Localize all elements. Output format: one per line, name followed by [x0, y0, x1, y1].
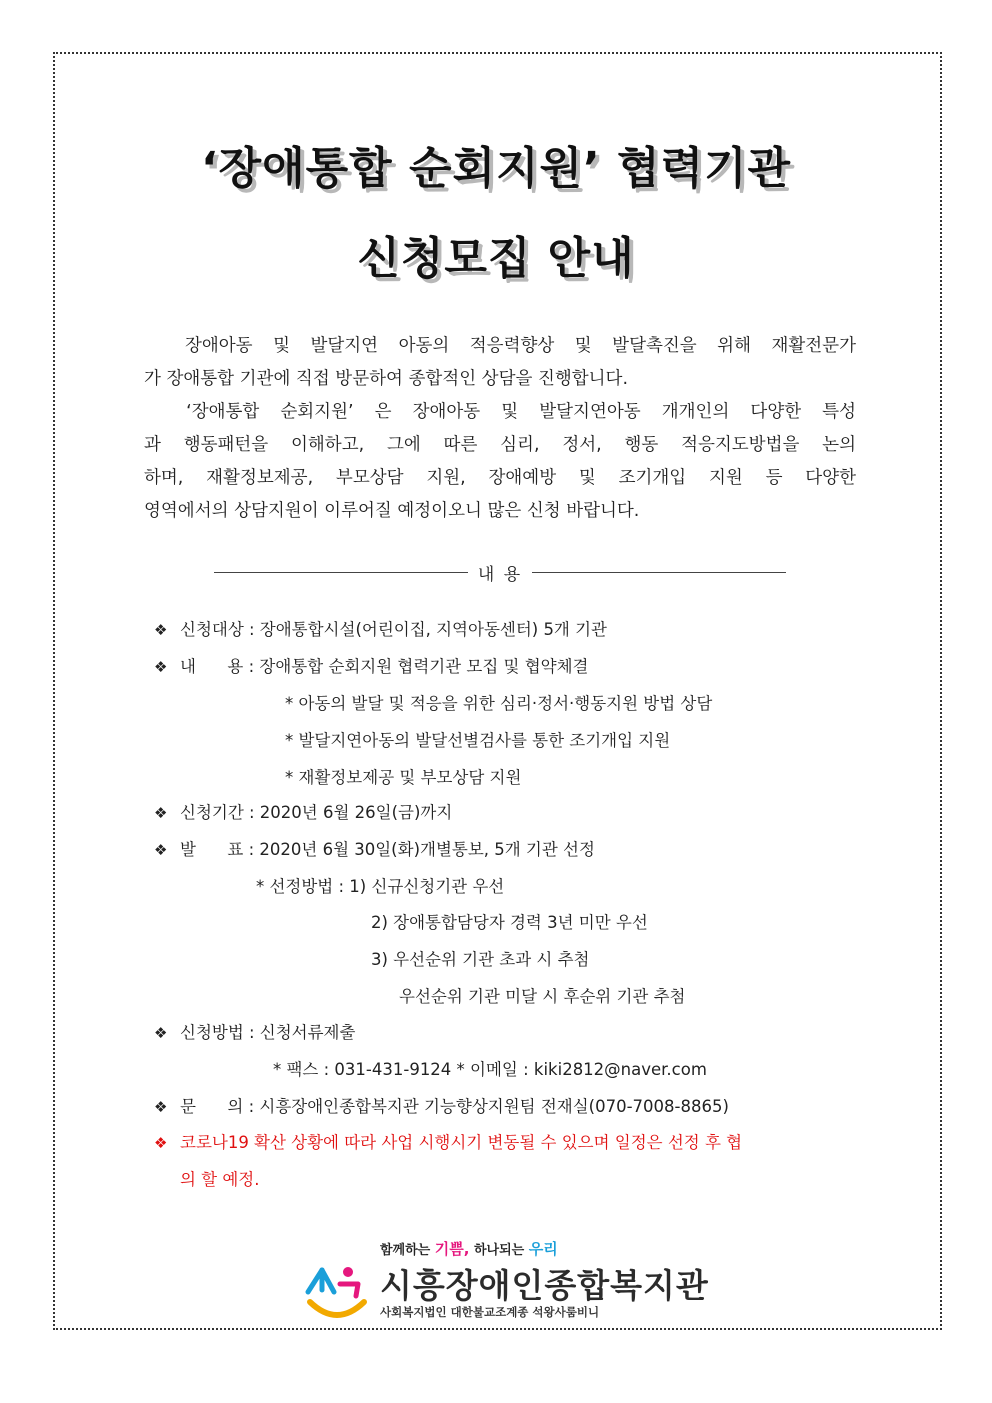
divider-line-right — [532, 572, 786, 573]
selection-criterion: 2) 장애통합담당자 경력 3년 미만 우선 — [371, 913, 648, 932]
diamond-bullet-icon: ❖ — [154, 1134, 168, 1152]
item-period — [154, 801, 452, 825]
item-notice — [154, 1131, 742, 1155]
section-label: 내 용 — [477, 564, 523, 585]
org-emblem-icon — [304, 1262, 370, 1322]
divider-line-left — [214, 572, 468, 573]
content-sub-item: * 발달지연아동의 발달선별검사를 통한 조기개입 지원 — [285, 731, 671, 750]
item-method — [154, 1021, 355, 1045]
section-divider — [214, 559, 786, 585]
intro-line: 영역에서의 상담지원이 이루어질 예정이오니 많은 신청 바랍니다. — [144, 501, 640, 521]
slogan-us: 우리 — [528, 1240, 558, 1258]
diamond-bullet-icon: ❖ — [154, 841, 168, 859]
item-target — [154, 618, 607, 642]
item-target-text: 신청대상 : 장애통합시설(어린이집, 지역아동센터) 5개 기관 — [180, 620, 607, 639]
diamond-bullet-icon: ❖ — [154, 804, 168, 822]
title-line-2: 신청모집 안내 — [357, 233, 635, 284]
slogan-part: 하나되는 — [469, 1243, 529, 1258]
item-period-text: 신청기간 : 2020년 6월 26일(금)까지 — [180, 803, 453, 822]
item-inquiry-text: 문 의 : 시흥장애인종합복지관 기능향상지원팀 전재실(070-7008-8865) — [180, 1097, 729, 1116]
slogan-joy: 기쁨, — [434, 1240, 470, 1258]
item-method-text: 신청방법 : 신청서류제출 — [180, 1023, 356, 1042]
org-logo — [300, 1238, 709, 1328]
method-contact: * 팩스 : 031-431-9124 * 이메일 : kiki2812@naver.com — [273, 1060, 707, 1079]
diamond-bullet-icon: ❖ — [154, 1098, 168, 1116]
selection-criterion: 3) 우선순위 기관 초과 시 추첨 — [371, 950, 590, 969]
item-announce-text: 발 표 : 2020년 6월 30일(화)개별통보, 5개 기관 선정 — [180, 840, 595, 859]
selection-method: * 선정방법 : 1) 신규신청기관 우선 — [256, 877, 505, 896]
slogan-part: 함께하는 — [380, 1243, 435, 1258]
item-content — [154, 655, 588, 679]
diamond-bullet-icon: ❖ — [154, 621, 168, 639]
org-slogan — [380, 1238, 558, 1259]
intro-line: 가 장애통합 기관에 직접 방문하여 종합적인 상담을 진행합니다. — [144, 369, 629, 389]
intro-paragraph — [144, 330, 856, 528]
org-name: 시흥장애인종합복지관 — [380, 1266, 709, 1305]
diamond-bullet-icon: ❖ — [154, 658, 168, 676]
item-notice-text: 코로나19 확산 상황에 따라 사업 시행시기 변동될 수 있으며 일정은 선정 후 협 — [180, 1133, 743, 1152]
intro-line: ‘장애통합 순회지원’ 은 장애아동 및 발달지연아동 개개인의 다양한 특성 — [144, 402, 856, 422]
diamond-bullet-icon: ❖ — [154, 1024, 168, 1042]
title-line-1: ‘장애통합 순회지원’ 협력기관 — [200, 143, 792, 194]
item-inquiry — [154, 1095, 729, 1119]
intro-line: 과 행동패턴을 이해하고, 그에 따른 심리, 정서, 행동 적응지도방법을 논의 — [144, 435, 856, 455]
intro-line: 장애아동 및 발달지연 아동의 적응력향상 및 발달촉진을 위해 재활전문가 — [144, 336, 856, 356]
intro-line: 하며, 재활정보제공, 부모상담 지원, 장애예방 및 조기개입 지원 등 다양한 — [144, 468, 856, 488]
item-notice-continued: 의 할 예정. — [180, 1170, 260, 1189]
org-subtitle: 사회복지법인 대한불교조계종 석왕사룸비니 — [380, 1305, 600, 1319]
selection-criterion: 우선순위 기관 미달 시 후순위 기관 추첨 — [399, 987, 686, 1006]
item-announce — [154, 838, 595, 862]
item-content-text: 내 용 : 장애통합 순회지원 협력기관 모집 및 협약체결 — [180, 657, 589, 676]
content-sub-item: * 재활정보제공 및 부모상담 지원 — [285, 768, 522, 787]
content-sub-item: * 아동의 발달 및 적응을 위한 심리·정서·행동지원 방법 상담 — [285, 694, 713, 713]
